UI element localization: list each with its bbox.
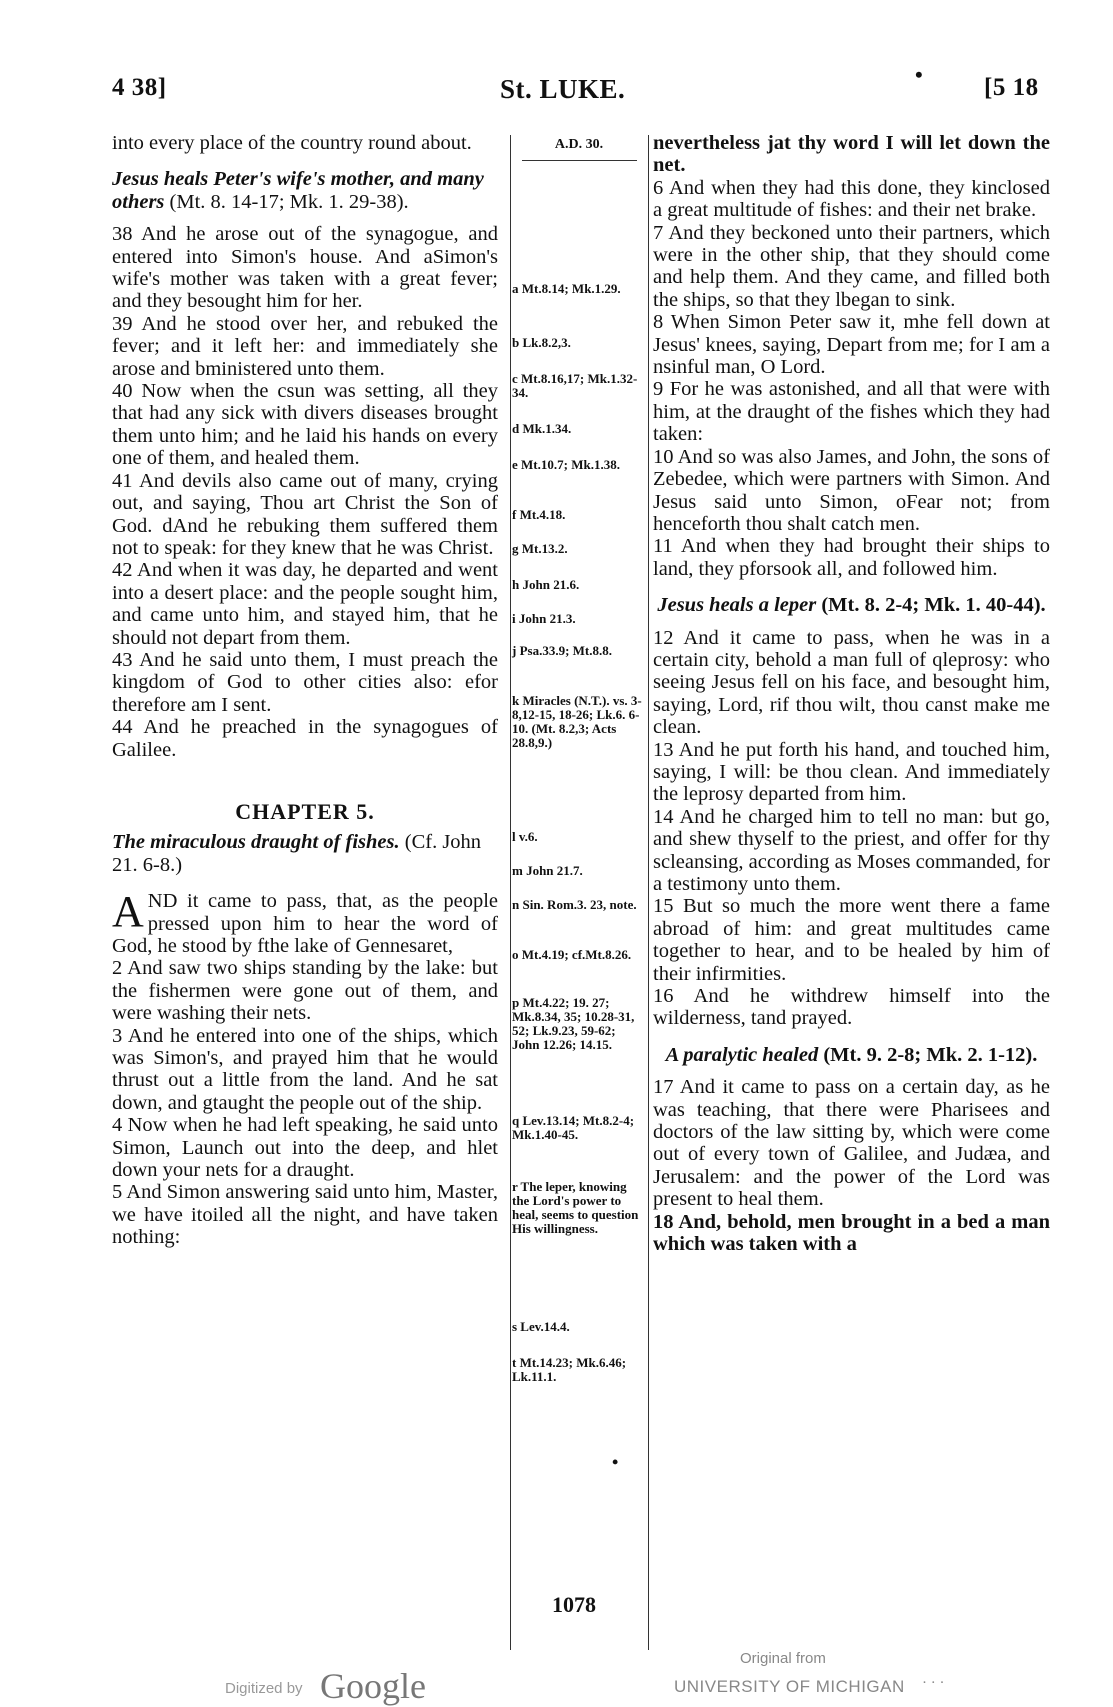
verse-2: 2 And saw two ships standing by the lake: but the fishermen were gone out of them, and were washing their nets. bbox=[112, 957, 498, 1025]
margin-note-k: k Miracles (N.T.). vs. 3-8,12-15, 18-26; Lk.6. 6-10. (Mt. 8.2,3; Acts 28.8,9.) bbox=[512, 693, 642, 750]
margin-note-c: c Mt.8.16,17; Mk.1.32-34. bbox=[512, 371, 638, 400]
running-head-left: 4 38] bbox=[112, 74, 167, 101]
verse-9: 9 For he was astonished, and all that were with him, at the draught of the fishes which they had taken: bbox=[653, 378, 1050, 446]
margin-note-m: m John 21.7. bbox=[512, 863, 583, 878]
verse-39: 39 And he stood over her, and rebuked the fever; and it left her: and immediately she arose and bministered unto them. bbox=[112, 312, 498, 380]
verse-40: 40 Now when the csun was setting, all they that had any sick with divers diseases brought them unto him; and he laid his hands on every one of them, and healed them. bbox=[112, 380, 498, 470]
margin-date: A.D. 30. bbox=[554, 137, 604, 152]
verse-7: 7 And they beckoned unto their partners, which were in the other ship, that they should come and help them. And they came, and filled both the ships, so that they lbegan to sink. bbox=[653, 221, 1050, 311]
verse-6: 6 And when they had this done, they kinclosed a great multitude of fishes: and their net brake. bbox=[653, 176, 1050, 222]
section-heading-4-ref: (Mt. 9. 2-8; Mk. 2. 1-12). bbox=[823, 1043, 1038, 1066]
verse-12: 12 And it came to pass, when he was in a certain city, behold a man full of qleprosy: who seeing Jesus fell on his face, and besought him, saying, Lord, rif thou wilt, thou canst make me clean. bbox=[653, 626, 1050, 739]
section-heading-1 bbox=[112, 168, 498, 213]
section-heading-3 bbox=[653, 594, 1050, 616]
verse-16: 16 And he withdrew himself into the wilderness, tand prayed. bbox=[653, 985, 1050, 1030]
margin-note-j: j Psa.33.9; Mt.8.8. bbox=[512, 643, 613, 658]
verse-10: 10 And so was also James, and John, the sons of Zebedee, which were partners with Simon. And Jesus said unto Simon, oFear not; from henceforth thou shalt catch men. bbox=[653, 445, 1050, 535]
intro-text: into every place of the country round about. bbox=[112, 132, 472, 154]
verse-3: 3 And he entered into one of the ships, which was Simon's, and prayed him that he would thrust out a little from the land. And he sat down, and gtaught the people out of the ship. bbox=[112, 1024, 498, 1114]
margin-note-p: p Mt.4.22; 19. 27; Mk.8.34, 35; 10.28-31, 52; Lk.9.23, 59-62; John 12.26; 14.15. bbox=[512, 995, 635, 1052]
section-heading-4 bbox=[653, 1044, 1050, 1066]
page-number: 1078 bbox=[552, 1592, 596, 1617]
verse-5: 5 And Simon answering said unto him, Master, we have itoiled all the night, and have taken nothing: bbox=[112, 1181, 498, 1249]
verse-1-text: ND it came to pass, that, as the people pressed upon him to hear the word of God, he stood by fthe lake of Gennesaret, bbox=[112, 890, 498, 957]
margin-note-l: l v.6. bbox=[512, 829, 538, 844]
verse-8: 8 When Simon Peter saw it, mhe fell down at Jesus' knees, saying, Depart from me; for I am a nsinful man, O Lord. bbox=[653, 311, 1050, 379]
section-heading-2-title: The miraculous draught of fishes. bbox=[112, 831, 400, 854]
section-heading-4-title: A paralytic healed bbox=[665, 1043, 819, 1066]
margin-note-r: r The leper, knowing the Lord's power to heal, seems to question His willingness. bbox=[512, 1179, 639, 1236]
margin-note-h: h John 21.6. bbox=[512, 577, 580, 592]
verse-15: 15 But so much the more went there a fame abroad of him: and great multitudes came together to hear, and to be healed by him of their infirmities. bbox=[653, 895, 1050, 985]
margin-note-e: e Mt.10.7; Mk.1.38. bbox=[512, 457, 620, 472]
margin-note-a: a Mt.8.14; Mk.1.29. bbox=[512, 281, 621, 296]
verse-1 bbox=[112, 887, 498, 957]
verse-4: 4 Now when he had left speaking, he said unto Simon, Launch out into the deep, and hlet down your nets for a draught. bbox=[112, 1114, 498, 1182]
section-heading-1-ref: (Mt. 8. 14-17; Mk. 1. 29-38). bbox=[169, 190, 409, 213]
margin-date-rule bbox=[522, 160, 637, 161]
margin-note-g: g Mt.13.2. bbox=[512, 541, 568, 556]
margin-note-b: b Lk.8.2,3. bbox=[512, 335, 571, 350]
verse-42: 42 And when it was day, he departed and went into a desert place: and the people sought him, and came unto him, and stayed him, that he should not depart from them. bbox=[112, 559, 498, 649]
drop-cap: A bbox=[112, 887, 144, 937]
verse-5-continued: nevertheless jat thy word I will let down the net. bbox=[653, 132, 1050, 177]
margin-note-n: n Sin. Rom.3. 23, note. bbox=[512, 897, 637, 912]
digitized-label: Digitized by bbox=[225, 1680, 303, 1697]
right-column bbox=[653, 132, 1050, 1256]
left-column bbox=[112, 132, 498, 1249]
margin-note-t: t Mt.14.23; Mk.6.46; Lk.11.1. bbox=[512, 1355, 627, 1384]
verse-41: 41 And devils also came out of many, crying out, and saying, Thou art Christ the Son of God. dAnd he rebuking them suffered them not to speak: for they knew that he was Christ. bbox=[112, 469, 498, 559]
section-heading-3-title: Jesus heals a leper bbox=[657, 594, 817, 617]
verse-38: 38 And he arose out of the synagogue, and entered into Simon's house. And aSimon's wife's mother was taken with a great fever; and they besought him for her. bbox=[112, 223, 498, 313]
column-rule-right bbox=[648, 135, 649, 1650]
running-head-title: St. LUKE. bbox=[500, 74, 626, 104]
verse-11: 11 And when they had brought their ships to land, they pforsook all, and followed him. bbox=[653, 535, 1050, 580]
university-label: UNIVERSITY OF MICHIGAN bbox=[674, 1677, 905, 1696]
verse-43: 43 And he said unto them, I must preach the kingdom of God to other cities also: efor therefore am I sent. bbox=[112, 648, 498, 716]
original-from-label: Original from bbox=[740, 1650, 826, 1667]
margin-mark: • bbox=[612, 1452, 619, 1472]
margin-note-f: f Mt.4.18. bbox=[512, 507, 566, 522]
margin-note-q: q Lev.13.14; Mt.8.2-4; Mk.1.40-45. bbox=[512, 1113, 635, 1142]
margin-note-s: s Lev.14.4. bbox=[512, 1319, 570, 1334]
running-head-right: [5 18 bbox=[984, 74, 1039, 101]
verse-17: 17 And it came to pass on a certain day, as he was teaching, that there were Pharisees and doctors of the law sitting by, which were come out of every town of Galilee, and Judæa, and Jerusalem: and the power of the Lord was present to heal them. bbox=[653, 1076, 1050, 1211]
google-logo: Google bbox=[320, 1666, 426, 1706]
section-heading-2-ref: (Cf. John 21. 6-8.) bbox=[112, 831, 482, 876]
section-heading-1-title: Jesus heals Peter's wife's mother, and many others bbox=[112, 168, 484, 213]
footer-dots: · · · bbox=[922, 1675, 945, 1691]
section-heading-2 bbox=[112, 831, 498, 876]
column-rule-left bbox=[510, 135, 511, 1650]
verse-18: 18 And, behold, men brought in a bed a man which was taken with a bbox=[653, 1210, 1050, 1256]
section-heading-3-ref: (Mt. 8. 2-4; Mk. 1. 40-44). bbox=[821, 594, 1046, 617]
chapter-heading: CHAPTER 5. bbox=[235, 798, 375, 824]
verse-14: 14 And he charged him to tell no man: but go, and shew thyself to the priest, and offer for thy scleansing, according as Moses commanded, for a testimony unto them. bbox=[653, 805, 1050, 895]
margin-note-d: d Mk.1.34. bbox=[512, 421, 572, 436]
verse-13: 13 And he put forth his hand, and touched him, saying, I will: be thou clean. And immediately the leprosy departed from him. bbox=[653, 738, 1050, 806]
running-head-mark: • bbox=[915, 62, 924, 87]
verse-44: 44 And he preached in the synagogues of Galilee. bbox=[112, 716, 498, 761]
margin-note-i: i John 21.3. bbox=[512, 611, 576, 626]
margin-note-o: o Mt.4.19; cf.Mt.8.26. bbox=[512, 947, 632, 962]
